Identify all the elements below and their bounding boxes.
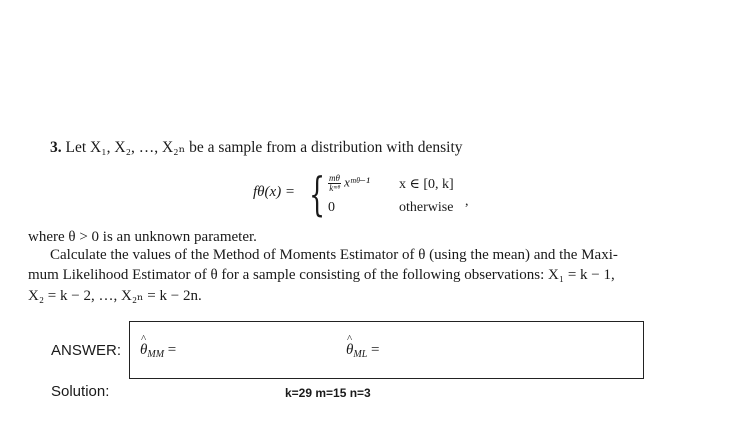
density-fraction xyxy=(328,174,341,193)
theta-ml-symbol: ^ θ xyxy=(346,342,353,359)
density-trailing-comma: , xyxy=(465,194,469,209)
answer-box[interactable] xyxy=(129,321,644,379)
theta-mm-symbol: ^ θ xyxy=(140,342,147,359)
where-clause: where θ > 0 is an unknown parameter. xyxy=(28,229,257,245)
theta-mm-equals: = xyxy=(164,342,177,358)
density-case2-condition: otherwise xyxy=(399,200,454,215)
theta-mm-field[interactable] xyxy=(140,342,176,360)
problem-number: 3. xyxy=(50,139,62,156)
density-formula xyxy=(253,167,503,222)
task-line-3: X₂ = k − 2, …, X₂ₙ = k − 2n. xyxy=(28,288,202,304)
answer-label: ANSWER: xyxy=(51,342,122,359)
density-case1-condition: x ∈ [0, k] xyxy=(399,177,454,192)
task-line-1: Calculate the values of the Method of Moments Estimator of θ (using the mean) and the Maxi- xyxy=(50,247,618,263)
problem-text: Let X₁, X₂, …, X₂ₙ be a sample from a distribution with density xyxy=(65,139,463,156)
density-case1-tail: xᵐᶿ⁻¹ xyxy=(344,174,370,190)
fraction-numerator: mθ xyxy=(329,173,340,183)
theta-ml-subscript: ML xyxy=(353,349,368,360)
density-case1-expression xyxy=(328,174,370,193)
task-line-2: mum Likelihood Estimator of θ for a sample consisting of the following observations: X₁ = k − 1, xyxy=(28,267,615,283)
solution-label: Solution: xyxy=(51,383,110,400)
problem-statement xyxy=(50,138,463,157)
theta-ml-field[interactable] xyxy=(346,342,380,360)
left-brace: { xyxy=(309,167,326,221)
density-lhs: fθ(x) = xyxy=(253,184,296,200)
density-case2-value: 0 xyxy=(328,200,335,215)
fraction-denominator: kᵐᶿ xyxy=(329,183,340,193)
theta-mm-subscript: MM xyxy=(147,349,165,360)
theta-ml-equals: = xyxy=(367,342,380,358)
parameter-values: k=29 m=15 n=3 xyxy=(285,386,371,400)
